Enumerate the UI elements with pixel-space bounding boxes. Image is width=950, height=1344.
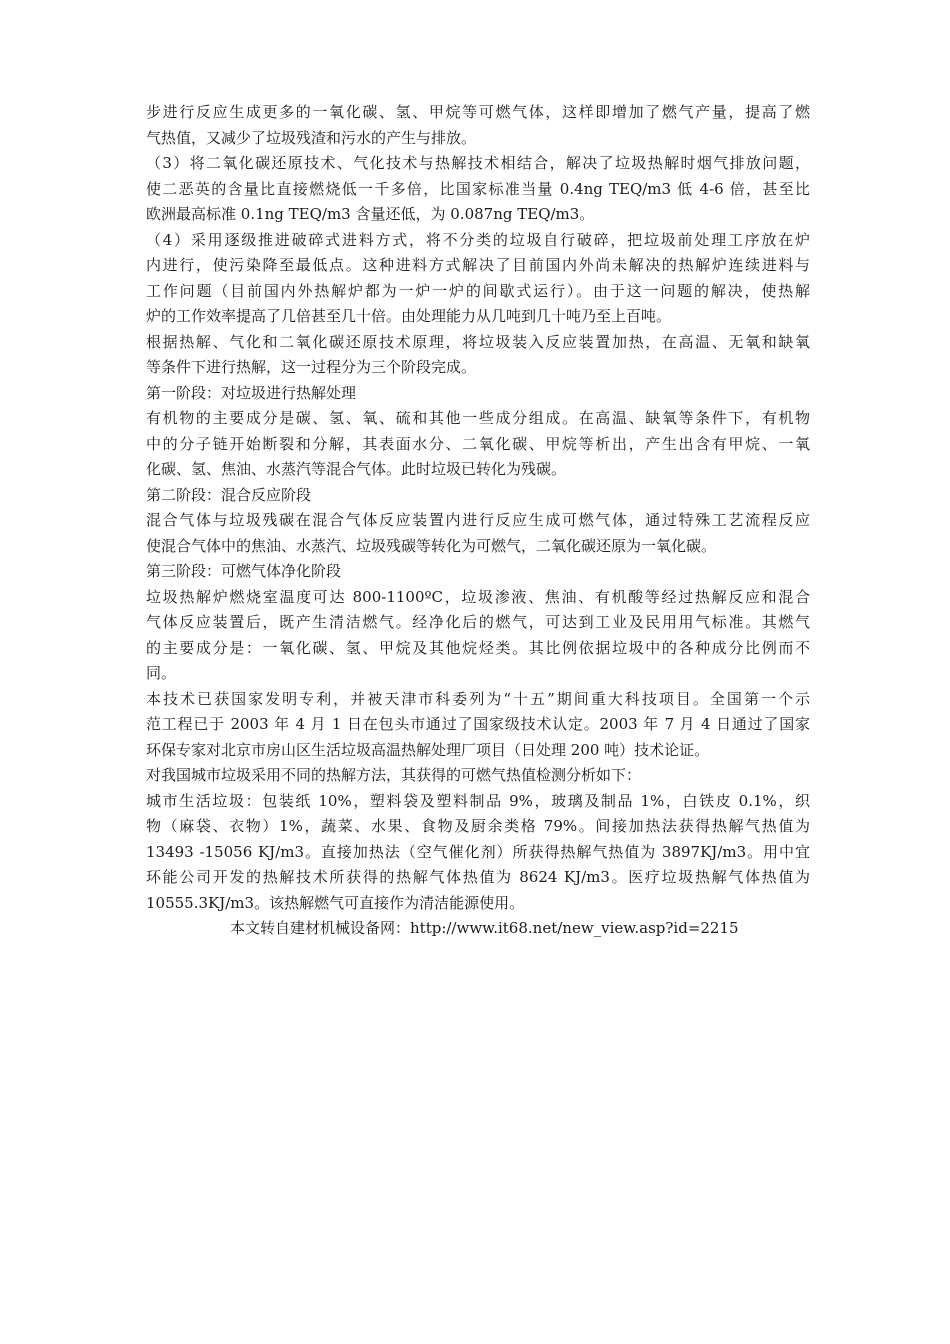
text-line: 气热值，又减少了垃圾残渣和污水的产生与排放。 xyxy=(146,128,477,147)
text-line: 化碳、氢、焦油、水蒸汽等混合气体。此时垃圾已转化为残碳。 xyxy=(146,460,567,478)
text-line: 10555.3KJ/m3。该热解燃气可直接作为清洁能源使用。 xyxy=(146,893,525,912)
text-line: 第三阶段：可燃气体净化阶段 xyxy=(146,562,342,580)
text-line: 步进行反应生成更多的一氧化碳、氢、甲烷等可燃气体，这样即增加了燃气产量，提高了燃 xyxy=(146,103,810,121)
text-line: 同。 xyxy=(146,664,177,682)
text-line: 等条件下进行热解，这一过程分为三个阶段完成。 xyxy=(146,358,477,376)
text-line: 使二恶英的含量比直接燃烧低一千多倍，比国家标准当量 0.4ng TEQ/m3 低 4-6 倍，甚至比 xyxy=(146,179,810,198)
document-body xyxy=(146,100,810,942)
text-line: 范工程已于 2003 年 4 月 1 日在包头市通过了国家级技术认定。2003 年 7 月 4 日通过了国家 xyxy=(146,715,810,733)
document-text xyxy=(146,100,810,916)
text-line: 对我国城市垃圾采用不同的热解方法，其获得的可燃气热值检测分析如下： xyxy=(146,766,642,784)
text-line: 环保专家对北京市房山区生活垃圾高温热解处理厂项目（日处理 200 吨）技术论证。 xyxy=(146,740,710,759)
text-line: 有机物的主要成分是碳、氢、氧、硫和其他一些成分组成。在高温、缺氧等条件下，有机物 xyxy=(146,409,810,427)
text-line: 根据热解、气化和二氧化碳还原技术原理，将垃圾装入反应装置加热，在高温、无氧和缺氧 xyxy=(146,332,810,351)
text-line: 环能公司开发的热解技术所获得的热解气体热值为 8624 KJ/m3。医疗垃圾热解气体热值为 xyxy=(146,868,810,886)
text-line: 第一阶段：对垃圾进行热解处理 xyxy=(146,383,357,402)
text-line: 中的分子链开始断裂和分解，其表面水分、二氧化碳、甲烷等析出，产生出含有甲烷、一氧 xyxy=(146,434,810,453)
text-line: （3）将二氧化碳还原技术、气化技术与热解技术相结合，解决了垃圾热解时烟气排放问题， xyxy=(146,154,810,172)
text-line: 本技术已获国家发明专利，并被天津市科委列为“十五”期间重大科技项目。全国第一个示 xyxy=(146,689,810,708)
text-line: （4）采用逐级推进破碎式进料方式，将不分类的垃圾自行破碎，把垃圾前处理工序放在炉 xyxy=(146,230,810,249)
text-line: 内进行，使污染降至最低点。这种进料方式解决了目前国内外尚未解决的热解炉连续进料与 xyxy=(146,256,810,274)
source-note: 本文转自建材机械设备网：http://www.it68.net/new_view.asp?id=2215 xyxy=(230,919,739,937)
text-line: 第二阶段：混合反应阶段 xyxy=(146,485,312,504)
text-line: 物（麻袋、衣物）1%，蔬菜、水果、食物及厨余类格 79%。间接加热法获得热解气热值为 xyxy=(146,817,810,835)
text-line: 炉的工作效率提高了几倍甚至几十倍。由处理能力从几吨到几十吨乃至上百吨。 xyxy=(146,307,672,325)
text-line: 混合气体与垃圾残碳在混合气体反应装置内进行反应生成可燃气体，通过特殊工艺流程反应 xyxy=(146,511,810,529)
text-line: 城市生活垃圾：包装纸 10%，塑料袋及塑料制品 9%，玻璃及制品 1%，白铁皮 0.1%，织 xyxy=(146,791,810,810)
text-line: 工作问题（目前国内外热解炉都为一炉一炉的间歇式运行）。由于这一问题的解决，使热解 xyxy=(146,281,810,300)
text-line: 垃圾热解炉燃烧室温度可达 800-1100ºC，垃圾渗液、焦油、有机酸等经过热解反应和混合 xyxy=(146,587,810,606)
text-line: 使混合气体中的焦油、水蒸汽、垃圾残碳等转化为可燃气，二氧化碳还原为一氧化碳。 xyxy=(146,536,717,555)
text-line: 气体反应装置后，既产生清洁燃气。经净化后的燃气，可达到工业及民用用气标准。其燃气 xyxy=(146,613,810,631)
text-line: 13493 -15056 KJ/m3。直接加热法（空气催化剂）所获得热解气热值为 3897KJ/m3。用中宜 xyxy=(146,842,810,861)
text-line: 欧洲最高标准 0.1ng TEQ/m3 含量还低，为 0.087ng TEQ/m3。 xyxy=(146,205,595,223)
text-line: 的主要成分是：一氧化碳、氢、甲烷及其他烷烃类。其比例依据垃圾中的各种成分比例而不 xyxy=(146,638,810,657)
